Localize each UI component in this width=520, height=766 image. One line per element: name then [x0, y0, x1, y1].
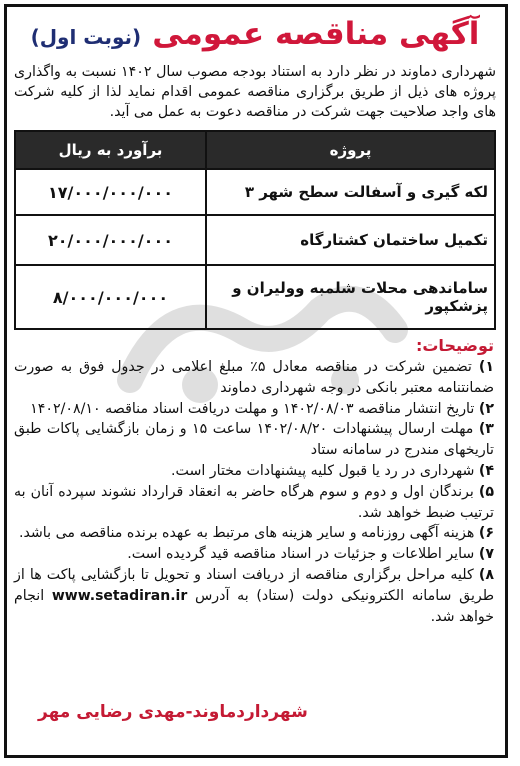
table-header-row — [15, 131, 495, 169]
list-item — [14, 565, 494, 627]
notes-heading: توضیحات: — [415, 336, 494, 355]
note-text: تاریخ انتشار مناقصه ۱۴۰۲/۰۸/۰۳ و مهلت دریافت اسناد مناقصه ۱۴۰۲/۰۸/۱۰ — [30, 400, 475, 417]
list-item — [14, 523, 494, 544]
list-item — [14, 544, 494, 565]
note-text: مهلت ارسال پیشنهادات ۱۴۰۲/۰۸/۲۰ ساعت ۱۵ و زمان بازگشایی پاکات طبق تاریخهای مندرج در سامانه ستاد — [14, 421, 494, 459]
header-project: پروژه — [206, 131, 495, 169]
note-number: ۶) — [478, 525, 494, 542]
note-text: سایر اطلاعات و جزئیات در اسناد مناقصه قید گردیده است. — [127, 546, 475, 563]
notice-content — [10, 10, 500, 627]
table-row — [15, 265, 495, 329]
projects-table — [14, 130, 496, 330]
title-row — [10, 10, 500, 58]
list-item — [14, 461, 494, 482]
list-item — [14, 419, 494, 461]
project-name: ساماندهی محلات شلمبه وولیران و پزشکپور — [206, 265, 495, 329]
note-number: ۲) — [478, 400, 494, 417]
project-name: لکه گیری و آسفالت سطح شهر ۳ — [206, 169, 495, 215]
note-number: ۵) — [478, 483, 494, 500]
note-text: برندگان اول و دوم و سوم هرگاه حاضر به انعقاد قرارداد نشوند سپرده آنان به ترتیب ضبط خواهد شد. — [14, 483, 494, 521]
note-text: هزینه آگهی روزنامه و سایر هزینه های مرتبط به عهده برنده مناقصه می باشد. — [18, 525, 475, 542]
note-number: ۱) — [478, 359, 494, 375]
note-number: ۳) — [478, 421, 494, 438]
table-row — [15, 169, 495, 215]
note-text: کلیه مراحل برگزاری مناقصه از دریافت اسناد و تحویل تا بازگشایی پاکت ها از طریق سامانه الکترونیکی دولت (ستاد) به آدرس — [14, 566, 495, 604]
notes-list — [10, 357, 500, 627]
list-item — [14, 482, 494, 524]
signature: شهرداردماوند-مهدی رضایی مهر — [38, 702, 308, 722]
list-item — [14, 357, 494, 399]
note-number: ۸) — [478, 566, 495, 583]
project-estimate: ۲۰/۰۰۰/۰۰۰/۰۰۰ — [15, 215, 206, 265]
note-text: انجام خواهد شد. — [14, 587, 494, 625]
project-estimate: ۱۷/۰۰۰/۰۰۰/۰۰۰ — [15, 169, 206, 215]
title-round: (نوبت اول) — [30, 25, 142, 49]
header-estimate: برآورد به ریال — [15, 131, 206, 169]
note-text: شهرداری در رد یا قبول کلیه پیشنهادات مختار است. — [171, 462, 475, 479]
setadiran-link[interactable]: www.setadiran.ir — [51, 587, 188, 604]
note-number: ۷) — [478, 546, 494, 563]
note-number: ۴) — [478, 462, 494, 479]
project-estimate: ۸/۰۰۰/۰۰۰/۰۰۰ — [15, 265, 206, 329]
intro-paragraph: شهرداری دماوند در نظر دارد به استناد بودجه مصوب سال ۱۴۰۲ نسبت به واگذاری پروژه های ذیل از طریق برگزاری مناقصه عمومی اقدام نماید لذا از کلیه شرکت های واجد صلاحیت جهت شرکت در مناقصه دعوت به عمل می آید. — [14, 64, 496, 120]
note-text: تضمین شرکت در مناقصه معادل ۵٪ مبلغ اعلامی در جدول فوق به صورت ضمانتنامه معتبر بانکی در وجه شهرداری دماوند — [14, 359, 494, 396]
page-title: آگهی مناقصه عمومی — [152, 16, 480, 52]
project-name: تکمیل ساختمان کشتارگاه — [206, 215, 495, 265]
list-item — [14, 399, 494, 420]
table-row — [15, 215, 495, 265]
